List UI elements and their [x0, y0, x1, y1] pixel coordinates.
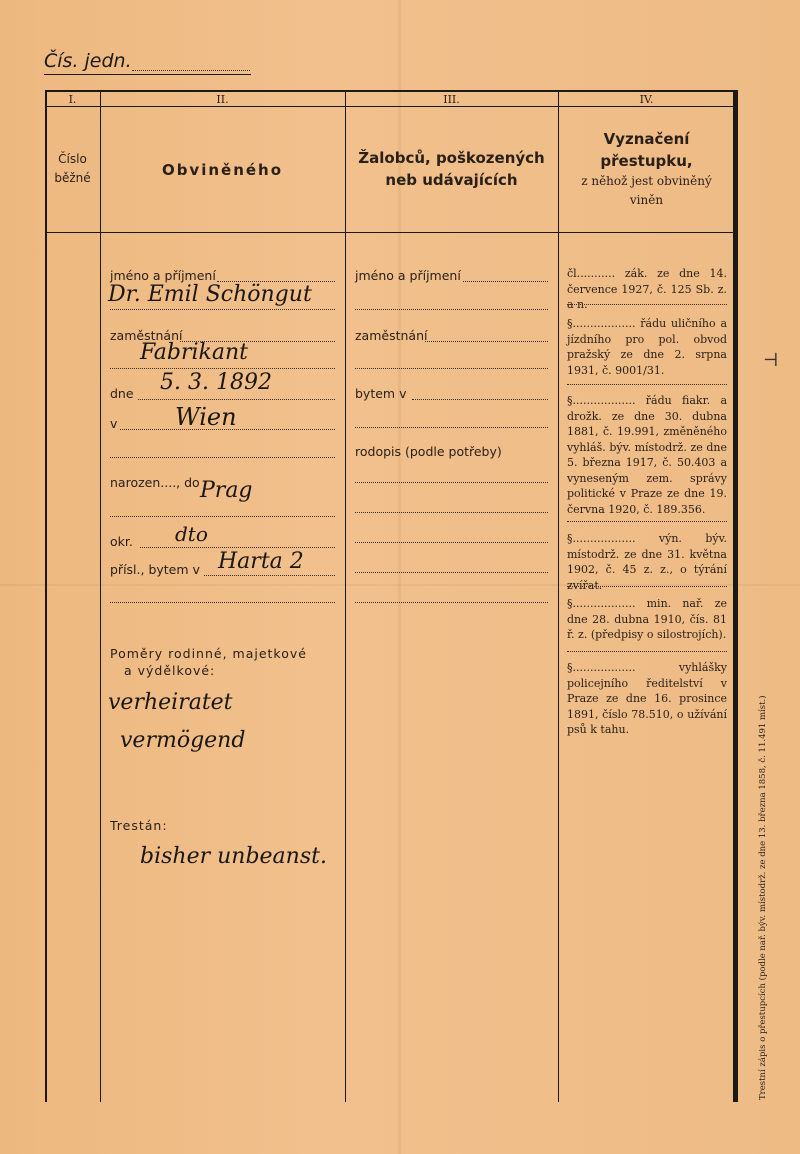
accused-occupation-label: zaměstnání: [110, 328, 183, 343]
accused-punished-label: Trestán:: [110, 818, 168, 833]
column-1-header: [45, 150, 100, 188]
plaintiff-description-dots-4: [355, 572, 548, 573]
accused-born-value: Prag: [200, 478, 253, 503]
accused-occupation-value: Fabrikant: [140, 340, 248, 365]
column-4-header-line1: Vyznačení: [603, 130, 690, 148]
offence-item-5: §.................. min. nař. ze dne 28. dubna 1910, čís. 81 ř. z. (předpisy o silostrojích).: [567, 597, 727, 641]
accused-occupation-dots-2: [110, 368, 335, 369]
column-3-header-line1: Žalobců, poškozených: [358, 149, 545, 167]
offence-item-3: §.................. řádu fiakr. a drožk. ze dne 30. dubna 1881, č. 19.991, změněného vyhláš. býv. místodrž. ze dne 5. března 1917, č. 50.403 a vyneseným zem. správy politické v Praze ze dne 19. června 1920, č. 189.356.: [567, 394, 728, 516]
offence-prefix-5: §: [567, 597, 573, 610]
column-4-header-line2: přestupku,: [600, 152, 693, 170]
accused-in-dots-2: [110, 457, 335, 458]
column-number-4: IV.: [639, 93, 654, 106]
accused-family-label-line1: Poměry rodinné, majetkové: [110, 646, 307, 661]
accused-residence-dots: [204, 575, 335, 576]
margin-pencil-mark: ⊣: [763, 350, 779, 371]
accused-in-label: v: [110, 416, 118, 431]
column-divider-2: [345, 90, 346, 1102]
column-4-header: [558, 128, 735, 210]
accused-family-label-line2: a výdělkové:: [124, 663, 216, 678]
accused-family-value-1: verheiratet: [108, 690, 233, 715]
offence-separator-5: [567, 651, 727, 652]
plaintiff-description-dots-3: [355, 542, 548, 543]
plaintiff-residence-dots-2: [355, 427, 548, 428]
column-1-header-line1: Číslo: [58, 152, 87, 166]
accused-district-label: okr.: [110, 534, 133, 549]
offence-prefix-4: §: [567, 532, 573, 545]
reference-underline: [44, 74, 251, 75]
column-2-header: Obviněného: [161, 161, 284, 179]
side-note-vertical: Trestní zápis o přestupcích (podle nař. býv. místodrž. ze dne 13. března 1858, č. 11.491 míst.): [758, 695, 768, 1100]
accused-in-value: Wien: [175, 403, 237, 431]
accused-family-value-2: vermögend: [120, 728, 246, 753]
offence-separator-3: [567, 521, 727, 522]
accused-district-dots: [140, 547, 335, 548]
reference-dots: [132, 70, 250, 71]
offence-separator-2: [567, 384, 727, 385]
plaintiff-description-dots-2: [355, 512, 548, 513]
offence-item-2: §.................. řádu uličního a jízdního pro pol. obvod pražský ze dne 2. srpna 1931, č. 9001/31.: [567, 317, 727, 377]
accused-family-label: [110, 645, 307, 679]
offence-prefix-2: §: [567, 317, 573, 330]
column-4-note-line2: viněn: [629, 193, 664, 207]
accused-date-label: dne: [110, 386, 134, 401]
table-frame-right-border: [733, 90, 738, 1102]
offence-item-1: čl........... zák. ze dne 14. července 1927, č. 125 Sb. z. a n.: [567, 267, 727, 311]
offence-text-6: vyhlášky policejního ředitelství v Praze ze dne 16. prosince 1891, číslo 78.510, o užívání psů k tahu.: [567, 661, 727, 736]
plaintiff-occupation-dots-2: [355, 368, 548, 369]
offence-prefix-3: §: [567, 394, 573, 407]
offence-text-5: min. nař. ze dne 28. dubna 1910, čís. 81 ř. z. (předpisy o silostrojích).: [567, 597, 727, 641]
accused-born-dots: [110, 516, 335, 517]
accused-date-value: 5. 3. 1892: [160, 370, 272, 395]
offence-prefix-1: čl.: [567, 267, 581, 280]
plaintiff-name-dots-2: [355, 309, 548, 310]
plaintiff-occupation-label: zaměstnání: [355, 328, 428, 343]
column-3-header: [345, 147, 558, 191]
plaintiff-residence-dots: [412, 399, 548, 400]
header-bottom-line: [45, 232, 735, 233]
offence-text-2: řádu uličního a jízdního pro pol. obvod pražský ze dne 2. srpna 1931, č. 9001/31.: [567, 317, 727, 377]
column-divider-3: [558, 90, 559, 1102]
plaintiff-description-label: rodopis (podle potřeby): [355, 444, 502, 459]
accused-name-label: jméno a příjmení: [110, 268, 216, 283]
accused-born-label: narozen...., do: [110, 475, 200, 490]
offence-text-4: výn. býv. místodrž. ze dne 31. května 1902, č. 45 z. z., o týrání zvířat.: [567, 532, 728, 592]
offence-item-4: §.................. výn. býv. místodrž. ze dne 31. května 1902, č. 45 z. z., o týrání zvířat.: [567, 532, 728, 592]
plaintiff-description-dots-1: [355, 482, 548, 483]
accused-name-value: Dr. Emil Schöngut: [108, 282, 312, 307]
offence-item-6: §.................. vyhlášky policejního ředitelství v Praze ze dne 16. prosince 1891, číslo 78.510, o užívání psů k tahu.: [567, 661, 727, 736]
column-1-header-line2: běžné: [54, 171, 91, 185]
accused-punished-value: bisher unbeanst.: [140, 844, 327, 869]
accused-residence-value: Harta 2: [218, 549, 304, 574]
column-3-header-line2: neb udávajících: [385, 171, 518, 189]
accused-district-value: dto: [175, 522, 208, 546]
column-4-note-line1: z něhož jest obviněný: [581, 174, 712, 188]
column-number-2: II.: [216, 93, 229, 106]
column-number-1: I.: [68, 93, 77, 106]
plaintiff-description-dots-5: [355, 602, 548, 603]
plaintiff-residence-label: bytem v: [355, 386, 407, 401]
offence-separator-4: [567, 586, 727, 587]
column-number-3: III.: [443, 93, 460, 106]
offence-separator-1: [567, 304, 727, 305]
column-divider-1: [100, 90, 101, 1102]
plaintiff-occupation-dots: [425, 341, 548, 342]
offence-text-1: zák. ze dne 14. července 1927, č. 125 Sb. z. a n.: [567, 267, 727, 311]
number-row-line: [45, 106, 735, 107]
plaintiff-name-dots: [463, 281, 548, 282]
reference-label: Čís. jedn.: [44, 50, 132, 72]
accused-date-dots: [138, 399, 335, 400]
accused-residence-dots-2: [110, 602, 335, 603]
offence-text-3: řádu fiakr. a drožk. ze dne 30. dubna 1881, č. 19.991, změněného vyhláš. býv. místodrž. ze dne 5. března 1917, č. 50.403 a vyneseným zem. správy politické v Praze ze dne 19. června 1920, č. 189.356.: [567, 394, 728, 516]
offence-prefix-6: §: [567, 661, 573, 674]
plaintiff-name-label: jméno a příjmení: [355, 268, 461, 283]
accused-name-dots-2: [110, 309, 335, 310]
accused-residence-label: přísl., bytem v: [110, 562, 200, 577]
